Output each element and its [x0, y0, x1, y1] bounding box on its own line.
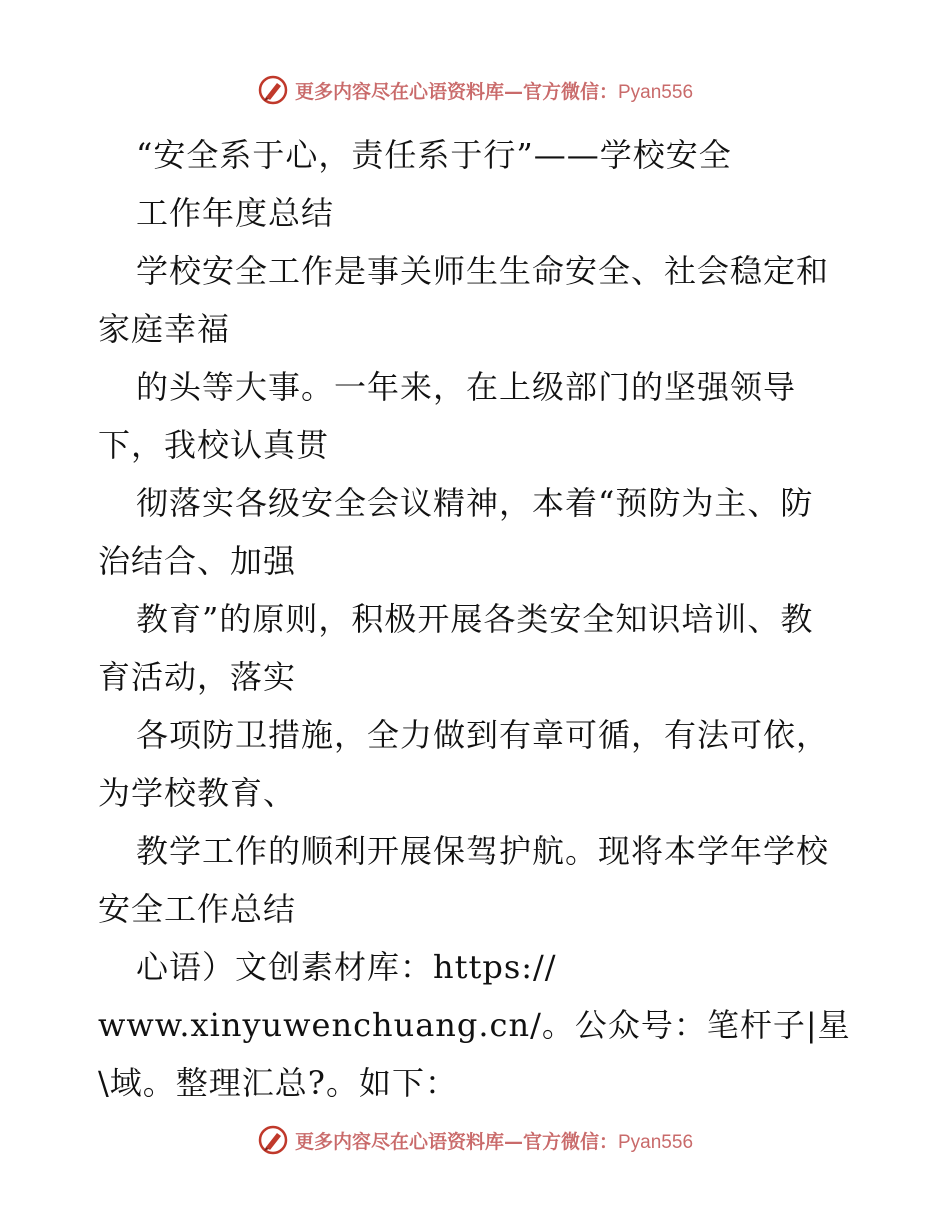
source-line: \域。整理汇总?。如下：	[98, 1064, 458, 1102]
source-url-line: www.xinyuwenchuang.cn/。公众号：笔杆子|星	[98, 1006, 851, 1044]
paragraph-line: 育活动，落实	[98, 658, 297, 696]
title-line-1: “安全系于心，责任系于行”——学校安全	[136, 136, 732, 174]
footer-banner-text: 更多内容尽在心语资料库—官方微信：Pyan556	[294, 1130, 694, 1153]
document-body	[98, 126, 858, 1112]
header-banner-text: 更多内容尽在心语资料库—官方微信：Pyan556	[294, 80, 694, 103]
pen-seal-icon	[257, 1124, 289, 1156]
source-line: 心语）文创素材库：https://	[136, 948, 557, 986]
paragraph-line: 家庭幸福	[98, 310, 231, 348]
paragraph-line: 各项防卫措施，全力做到有章可循，有法可依，	[136, 716, 830, 754]
paragraph-line: 安全工作总结	[98, 890, 297, 928]
paragraph-line: 教育”的原则，积极开展各类安全知识培训、教	[136, 600, 814, 638]
paragraph-line: 教学工作的顺利开展保驾护航。现将本学年学校	[136, 832, 830, 870]
paragraph-line: 的头等大事。一年来，在上级部门的坚强领导	[136, 368, 797, 406]
paragraph-line: 治结合、加强	[98, 542, 297, 580]
paragraph-line: 彻落实各级安全会议精神，本着“预防为主、防	[136, 484, 814, 522]
paragraph-line: 为学校教育、	[98, 774, 297, 812]
title-line-2: 工作年度总结	[136, 194, 335, 232]
footer-banner	[0, 1122, 950, 1158]
pen-seal-icon	[257, 74, 289, 106]
header-banner	[0, 72, 950, 108]
paragraph-line: 下，我校认真贯	[98, 426, 330, 464]
paragraph-line: 学校安全工作是事关师生生命安全、社会稳定和	[136, 252, 830, 290]
